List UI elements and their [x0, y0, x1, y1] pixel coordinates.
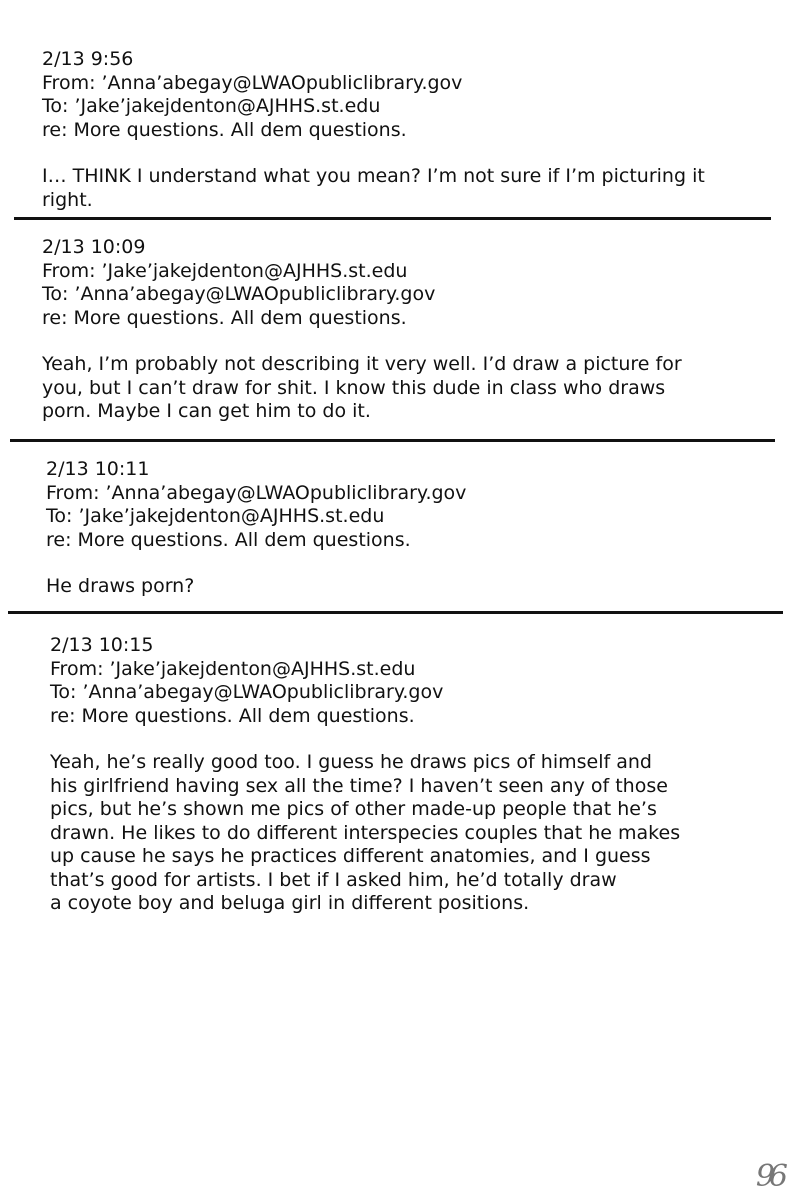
email-subject: re: More questions. All dem questions. [42, 306, 407, 329]
email-subject: re: More questions. All dem questions. [46, 528, 411, 551]
email-from: From: ’Jake’jakejdenton@AJHHS.st.edu [42, 259, 408, 282]
email-body [42, 353, 682, 424]
email-body-line: I… THINK I understand what you mean? I’m not sure if I’m picturing it [42, 165, 705, 187]
email-body [42, 165, 705, 212]
email-message [46, 458, 466, 599]
email-body [46, 575, 466, 599]
email-to: To: ’Anna’abegay@LWAOpubliclibrary.gov [50, 681, 444, 703]
email-from: From: ’Anna’abegay@LWAOpubliclibrary.gov [46, 481, 467, 504]
email-to: To: ’Anna’abegay@LWAOpubliclibrary.gov [42, 283, 436, 305]
email-body-line: porn. Maybe I can get him to do it. [42, 400, 371, 422]
email-timestamp: 2/13 10:09 [42, 236, 146, 258]
email-body-line: Yeah, I’m probably not describing it very well. I’d draw a picture for [42, 353, 682, 375]
email-timestamp: 2/13 10:11 [46, 458, 150, 480]
email-body-line: Yeah, he’s really good too. I guess he draws pics of himself and [50, 751, 652, 773]
email-body-line: He draws porn? [46, 575, 195, 597]
divider [10, 439, 775, 442]
email-message [42, 48, 705, 212]
email-timestamp: 2/13 9:56 [42, 48, 134, 70]
email-subject: re: More questions. All dem questions. [42, 118, 407, 141]
email-body-line: a coyote boy and beluga girl in different positions. [50, 892, 530, 914]
email-message [50, 634, 680, 916]
email-body-line: you, but I can’t draw for shit. I know this dude in class who draws [42, 376, 666, 399]
divider [8, 611, 783, 614]
email-from: From: ’Anna’abegay@LWAOpubliclibrary.gov [42, 71, 463, 94]
email-timestamp: 2/13 10:15 [50, 634, 154, 656]
email-subject: re: More questions. All dem questions. [50, 704, 415, 727]
page-number: 96 [755, 1159, 782, 1194]
email-body-line: drawn. He likes to do different interspecies couples that he makes [50, 821, 681, 844]
email-body-line: up cause he says he practices different anatomies, and I guess [50, 845, 651, 867]
email-body-line: that’s good for artists. I bet if I asked him, he’d totally draw [50, 868, 617, 891]
email-body [50, 751, 680, 916]
email-message [42, 236, 682, 424]
email-body-line: his girlfriend having sex all the time? I haven’t seen any of those [50, 774, 668, 797]
email-to: To: ’Jake’jakejdenton@AJHHS.st.edu [46, 505, 385, 527]
divider [14, 217, 771, 220]
email-body-line: pics, but he’s shown me pics of other made-up people that he’s [50, 798, 657, 820]
email-to: To: ’Jake’jakejdenton@AJHHS.st.edu [42, 95, 381, 117]
email-body-line: right. [42, 188, 93, 211]
email-from: From: ’Jake’jakejdenton@AJHHS.st.edu [50, 657, 416, 680]
